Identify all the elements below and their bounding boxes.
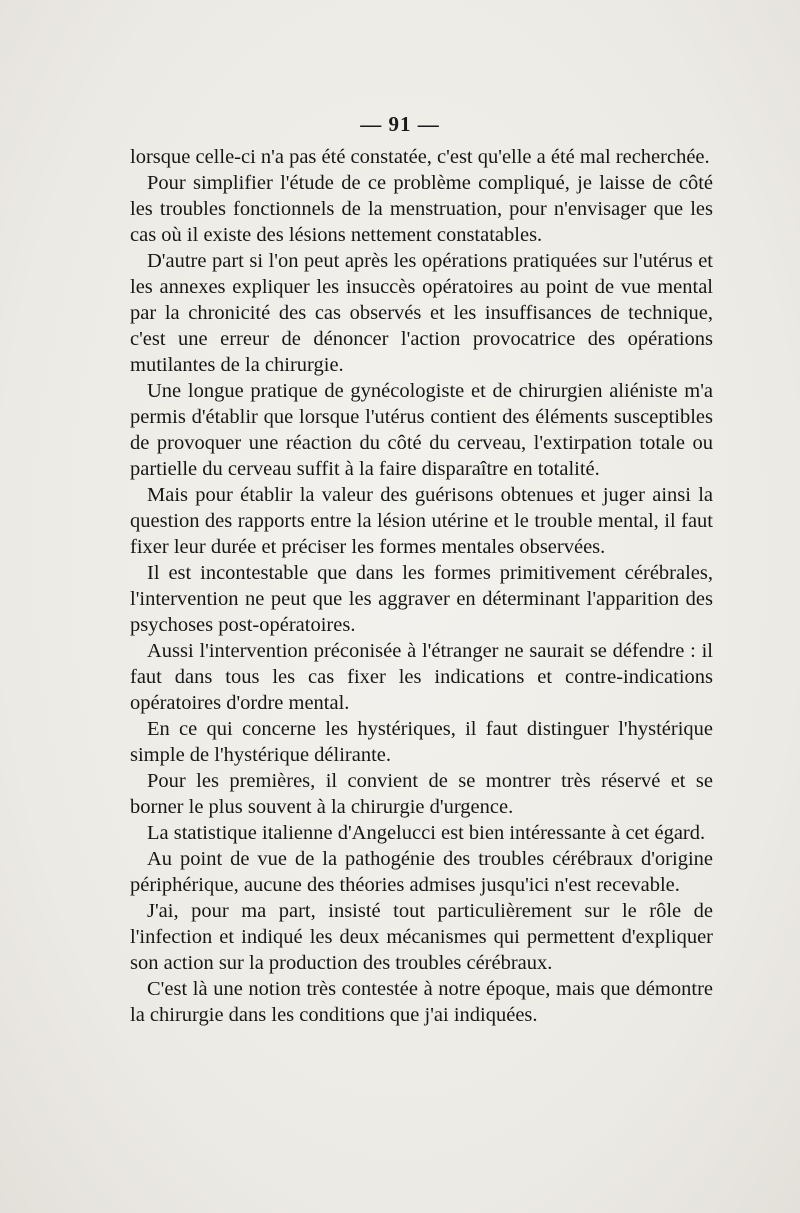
paragraph: Il est incontestable que dans les formes primitivement cérébrales, l'intervention ne peut que les aggraver en déterminant l'apparition des psychoses post-opératoires.	[130, 562, 713, 636]
paragraph: lorsque celle-ci n'a pas été constatée, c'est qu'elle a été mal recherchée.	[130, 146, 710, 168]
paragraph: En ce qui concerne les hystériques, il faut distinguer l'hystérique simple de l'hystérique délirante.	[130, 718, 713, 766]
paragraph: Aussi l'intervention préconisée à l'étranger ne saurait se défendre : il faut dans tous les cas fixer les indications et contre-indications opératoires d'ordre mental.	[130, 640, 713, 714]
paragraph: J'ai, pour ma part, insisté tout particulièrement sur le rôle de l'infection et indiqué les deux mécanismes qui permettent d'expliquer son action sur la production des troubles cérébraux.	[130, 900, 713, 974]
paragraph: D'autre part si l'on peut après les opérations pratiquées sur l'utérus et les annexes expliquer les insuccès opératoires au point de vue mental par la chronicité des cas observés et les insuffisances de technique, c'est une erreur de dénoncer l'action provocatrice des opérations mutilantes de la chirurgie.	[130, 250, 713, 376]
paragraph: Pour les premières, il convient de se montrer très réservé et se borner le plus souvent à la chirurgie d'urgence.	[130, 770, 713, 818]
paragraph: La statistique italienne d'Angelucci est bien intéressante à cet égard.	[147, 822, 706, 844]
paragraph: Au point de vue de la pathogénie des troubles cérébraux d'origine périphérique, aucune des théories admises jusqu'ici n'est recevable.	[130, 848, 713, 896]
page-number: — 91 —	[360, 112, 440, 136]
body-text	[130, 144, 713, 1028]
paragraph: C'est là une notion très contestée à notre époque, mais que démontre la chirurgie dans les conditions que j'ai indiquées.	[130, 978, 713, 1026]
paragraph: Une longue pratique de gynécologiste et de chirurgien aliéniste m'a permis d'établir que lorsque l'utérus contient des éléments susceptibles de provoquer une réaction du côté du cerveau, l'extirpation totale ou partielle du cerveau suffit à la faire disparaître en totalité.	[130, 380, 713, 480]
paragraph: Mais pour établir la valeur des guérisons obtenues et juger ainsi la question des rapports entre la lésion utérine et le trouble mental, il faut fixer leur durée et préciser les formes mentales observées.	[130, 484, 713, 558]
paragraph: Pour simplifier l'étude de ce problème compliqué, je laisse de côté les troubles fonctionnels de la menstruation, pour n'envisager que les cas où il existe des lésions nettement constatables.	[130, 172, 713, 246]
